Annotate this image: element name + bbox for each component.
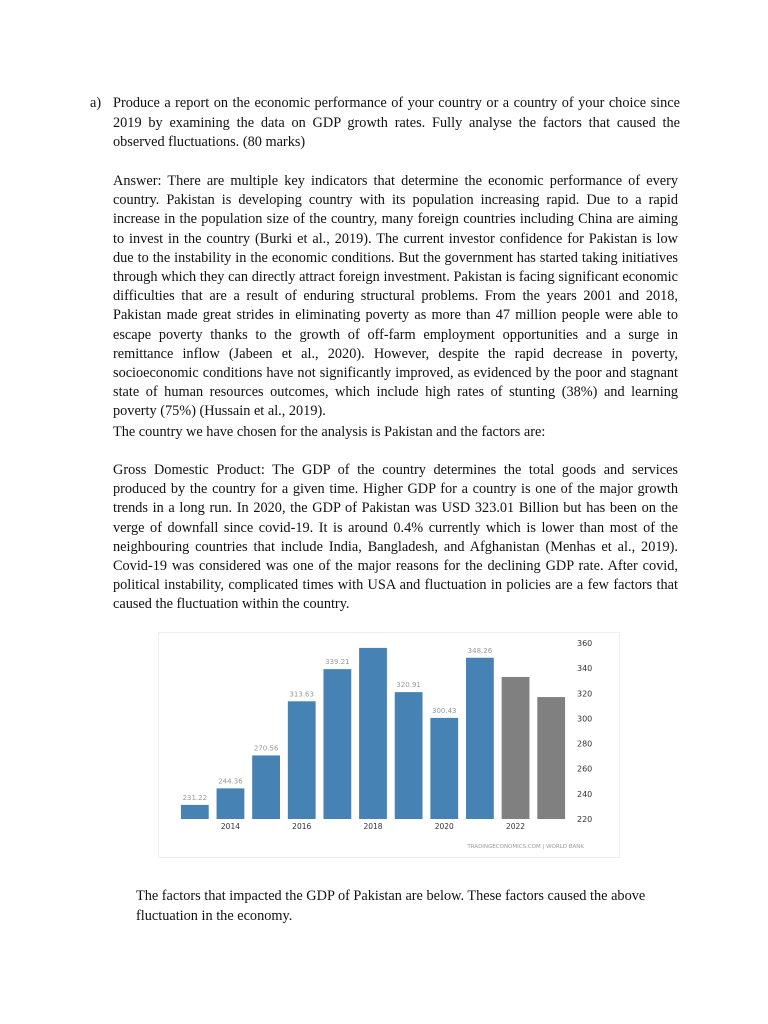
y-tick-label: 240 (577, 789, 593, 799)
bar-2014 (217, 788, 245, 819)
x-tick-label: 2020 (434, 822, 454, 831)
question-block (90, 94, 680, 153)
closing-paragraph: The factors that impacted the GDP of Pakistan are below. These factors caused the above fluctuation in the economy. (136, 888, 646, 924)
gdp-paragraph: Gross Domestic Product: The GDP of the country determines the total goods and services produced by the country for a given time. Higher GDP for a country is one of the major growth trends in a long run. In 2020, the GDP of Pakistan was USD 323.01 Billion but has been on the verge of downfall since covid-19. It is around 0.4% currently which is lower than most of the neighbouring countries that include India, Bangladesh, and Afghanistan (Menhas et al., 2019). Covid-19 was considered was one of the major reasons for the declining GDP rate. After covid, political instability, complicated times with USA and fluctuation in policies are a few factors that caused the fluctuation within the country. (113, 462, 678, 613)
y-tick-label: 360 (577, 639, 593, 648)
data-label: 244.36 (218, 777, 243, 786)
y-tick-label: 280 (577, 739, 593, 749)
x-tick-label: 2018 (363, 822, 383, 831)
bar-2023 (537, 697, 565, 819)
gdp-bar-chart-svg (159, 633, 619, 857)
bar-2020 (430, 718, 458, 819)
source-label: TRADINGECONOMICS.COM | WORLD BANK (467, 844, 584, 850)
y-tick-label: 220 (577, 815, 593, 824)
data-label: 313.63 (289, 690, 314, 699)
y-tick-label: 320 (577, 689, 593, 699)
x-tick-label: 2016 (292, 822, 312, 831)
bar-2013 (181, 805, 209, 819)
y-tick-label: 300 (577, 714, 593, 724)
bar-2018 (359, 648, 387, 819)
bar-2017 (323, 669, 351, 819)
bar-2021 (466, 658, 494, 819)
question-label: a) (90, 95, 102, 111)
bar-2022 (502, 677, 530, 819)
bar-2019 (395, 692, 423, 819)
data-label: 231.22 (182, 793, 208, 802)
country-choice-line: The country we have chosen for the analysis is Pakistan and the factors are: (113, 424, 546, 440)
x-tick-label: 2022 (505, 822, 526, 831)
x-tick-label: 2014 (220, 822, 241, 831)
data-label: 300.43 (432, 706, 457, 715)
y-tick-label: 340 (577, 664, 593, 674)
question-text: Produce a report on the economic performance of your country or a country of your choice since 2019 by examining the data on GDP growth rates. Fully analyse the factors that caused the observed fluctuations. (80 marks) (113, 95, 680, 151)
data-label: 270.56 (253, 744, 279, 753)
bar-2016 (288, 701, 316, 819)
bar-2015 (252, 755, 280, 819)
y-tick-label: 260 (577, 764, 593, 774)
gdp-chart (158, 632, 620, 858)
data-label: 339.21 (325, 658, 350, 667)
answer-paragraph: Answer: There are multiple key indicators that determine the economic performance of every country. Pakistan is developing country with its population increasing rapid. Due to a rapid increase in the population size of the country, many foreign countries including China are aiming to invest in the country (Burki et al., 2019). The current investor confidence for Pakistan is low due to the instability in the economic conditions. But the government has started taking initiatives through which they can directly attract foreign investment. Pakistan is facing significant economic difficulties that are a result of enduring structural problems. From the years 2001 and 2018, Pakistan made great strides in eliminating poverty as more than 47 million people were able to escape poverty thanks to the growth of off-farm employment opportunities and a surge in remittance inflow (Jabeen et al., 2020). However, despite the rapid decrease in poverty, socioeconomic conditions have not significantly improved, as evidenced by the poor and stagnant state of human resources outcomes, which include high rates of stunting (38%) and learning poverty (75%) (Hussain et al., 2019). (113, 173, 678, 420)
data-label: 348.26 (467, 646, 493, 655)
data-label: 320.91 (396, 681, 421, 690)
